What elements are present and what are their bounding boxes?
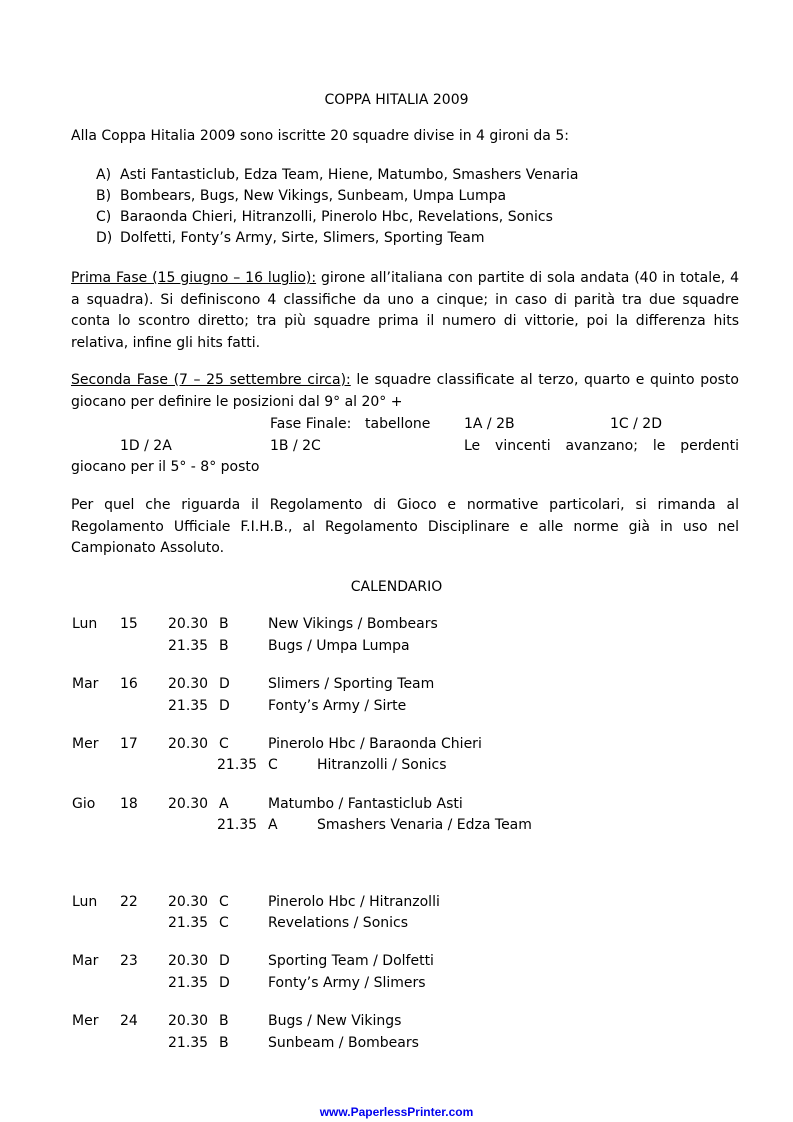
vincenti-text: Le vincenti avanzano; le perdenti: [464, 438, 739, 454]
list-item: B) Bombears, Bugs, New Vikings, Sunbeam, Umpa Lumpa: [96, 188, 507, 204]
prima-fase-text: girone all’italiana con partite di sola andata (40 in totale, 4 a squadra). Si definiscono 4 classifiche da uno a cinque; in caso di parità tra due squadre conta lo scontro diretto; tra più squadre prima il numero di vittorie, poi la differenza hits relativa, infine gli hits fatti.: [71, 270, 739, 351]
fase-finale-label: Fase Finale:: [270, 416, 352, 432]
tabellone-label: tabellone: [365, 416, 431, 432]
seconda-fase-text: le squadre classificate al terzo, quarto e quinto posto giocano per definire le posizioni dal 9° al 20° +: [71, 372, 739, 410]
seconda-fase-heading: Seconda Fase (7 – 25 settembre circa):: [71, 372, 351, 388]
footer-link[interactable]: www.PaperlessPrinter.com: [319, 1105, 474, 1119]
seconda-fase-paragraph: [71, 370, 739, 413]
intro-text: Alla Coppa Hitalia 2009 sono iscritte 20 squadre divise in 4 gironi da 5:: [71, 128, 569, 144]
list-item: A) Asti Fantasticlub, Edza Team, Hiene, Matumbo, Smashers Venaria: [96, 167, 579, 183]
match-1b-2c: 1B / 2C: [270, 438, 321, 454]
groups-list: [96, 165, 579, 249]
list-item: D) Dolfetti, Fonty’s Army, Sirte, Slimers, Sporting Team: [96, 230, 485, 246]
match-1c-2d: 1C / 2D: [610, 416, 662, 432]
regolamento-paragraph: Per quel che riguarda il Regolamento di Gioco e normative particolari, si rimanda al Regolamento Ufficiale F.I.H.B., al Regolamento Disciplinare e alle norme già in uso nel Campionato Assoluto.: [71, 497, 739, 556]
match-1d-2a: 1D / 2A: [120, 438, 172, 454]
list-item: C) Baraonda Chieri, Hitranzolli, Pinerolo Hbc, Revelations, Sonics: [96, 209, 553, 225]
calendario-title: CALENDARIO: [350, 579, 443, 595]
prima-fase-paragraph: [71, 268, 739, 354]
match-1a-2b: 1A / 2B: [464, 416, 515, 432]
giocano-text: giocano per il 5° - 8° posto: [71, 459, 260, 475]
prima-fase-heading: Prima Fase (15 giugno – 16 luglio):: [71, 270, 317, 286]
page-title: COPPA HITALIA 2009: [324, 92, 469, 108]
